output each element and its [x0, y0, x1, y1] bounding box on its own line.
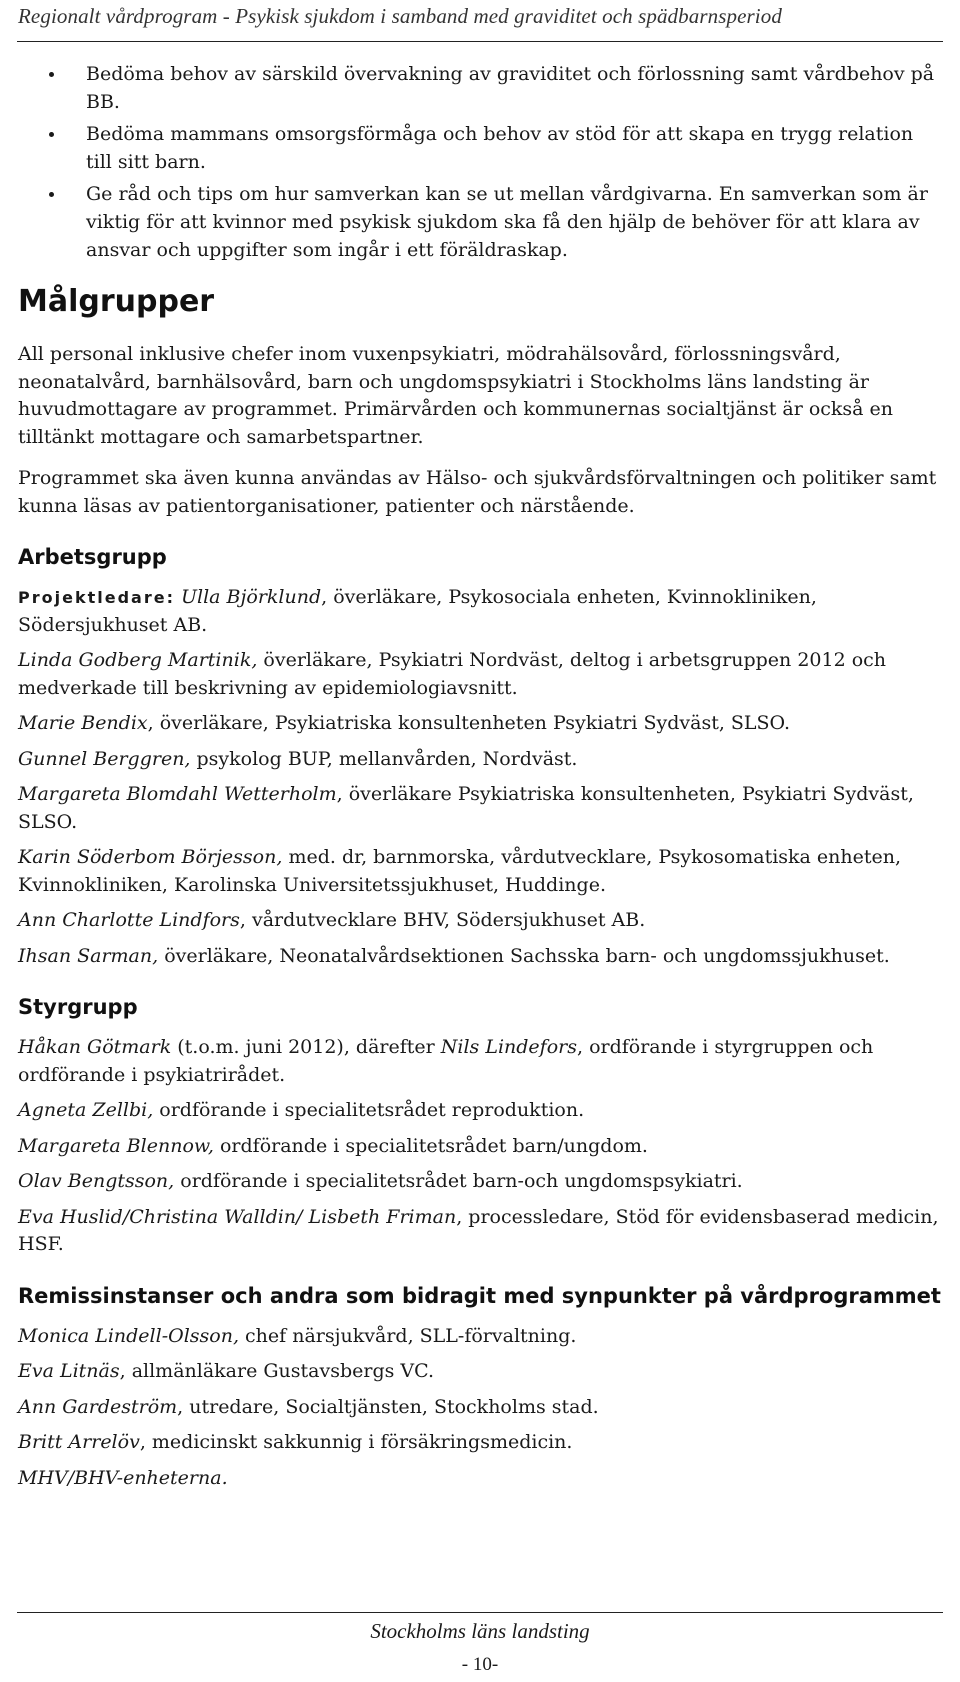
member-name: MHV/BHV-enheterna.: [18, 1466, 228, 1489]
document-body: [18, 60, 944, 1500]
member-name: Margareta Blomdahl Wetterholm: [18, 783, 337, 805]
member-name: Linda Godberg Martinik,: [18, 649, 258, 671]
projektledare-label: Projektledare:: [18, 588, 175, 607]
section-heading-malgrupper: Målgrupper: [18, 284, 215, 319]
member-name: Olav Bengtsson,: [18, 1170, 175, 1192]
member-description: ordförande i specialitetsrådet barn/ungdom.: [213, 1134, 648, 1157]
member-entry: [18, 907, 944, 935]
member-entry: [18, 943, 944, 971]
member-description: psykolog BUP, mellanvården, Nordväst.: [190, 747, 578, 770]
member-description: med. dr, barnmorska, vårdutvecklare, Psykosomatiska enheten, Kvinnokliniken, Karolinska Universitetssjukhuset, Huddinge.: [18, 846, 902, 896]
member-description: , medicinskt sakkunnig i försäkringsmedicin.: [139, 1431, 573, 1453]
member-description: , allmänläkare Gustavsbergs VC.: [119, 1360, 435, 1382]
bullet-text: Ge råd och tips om hur samverkan kan se ut mellan vårdgivarna. En samverkan som är viktig för att kvinnor med psykisk sjukdom ska få den hjälp de behöver för att klara av ansvar och uppgifter som ingår i ett föräldraskap.: [86, 183, 928, 261]
bullet-icon: [49, 132, 54, 137]
member-name: Karin Söderbom Börjesson,: [18, 846, 283, 868]
member-name: Ann Gardeström: [18, 1395, 178, 1418]
member-entry: [18, 1465, 944, 1493]
member-entry: [18, 1168, 944, 1196]
member-name: Ulla Björklund: [181, 586, 322, 608]
member-description: överläkare, Psykiatri Nordväst, deltog i arbetsgruppen 2012 och medverkade till beskrivning av epidemiologiavsnitt.: [18, 649, 887, 699]
member-name: Monica Lindell-Olsson,: [18, 1324, 239, 1347]
member-name: Håkan Götmark: [18, 1036, 172, 1058]
member-name: Gunnel Berggren,: [18, 747, 191, 770]
member-name: Margareta Blennow,: [18, 1134, 214, 1157]
member-entry: [18, 1429, 944, 1457]
section-heading-remissinstanser: Remissinstanser och andra som bidragit med synpunkter på vårdprogrammet: [18, 1283, 941, 1308]
header-divider: [17, 41, 943, 42]
member-entry: [18, 1133, 944, 1161]
page-header: Regionalt vårdprogram - Psykisk sjukdom i samband med graviditet och spädbarnsperiod: [18, 4, 782, 28]
section-heading-styrgrupp: Styrgrupp: [18, 995, 138, 1019]
bullet-text: Bedöma behov av särskild övervakning av graviditet och förlossning samt vårdbehov på BB.: [86, 63, 935, 113]
footer-divider: [17, 1612, 943, 1613]
section-heading-arbetsgrupp: Arbetsgrupp: [18, 545, 167, 569]
member-entry: [18, 746, 944, 774]
member-description: , vårdutvecklare BHV, Södersjukhuset AB.: [239, 909, 646, 931]
member-description: , processledare, Stöd för evidensbaserad medicin, HSF.: [18, 1205, 939, 1255]
member-name: Nils Lindefors: [440, 1036, 577, 1058]
member-name: Agneta Zellbi,: [18, 1099, 154, 1121]
bullet-text: Bedöma mammans omsorgsförmåga och behov av stöd för att skapa en trygg relation till sitt barn.: [86, 123, 914, 173]
member-description: chef närsjukvård, SLL-förvaltning.: [239, 1324, 577, 1347]
member-description: , överläkare Psykiatriska konsultenheten, Psykiatri Sydväst, SLSO.: [18, 783, 914, 833]
member-description: , överläkare, Psykiatriska konsultenheten Psykiatri Sydväst, SLSO.: [147, 712, 791, 734]
member-description: , överläkare, Psykosociala enheten, Kvinnokliniken, Södersjukhuset AB.: [18, 586, 817, 636]
member-name: Ihsan Sarman,: [18, 944, 159, 967]
page-number: - 10-: [461, 1654, 499, 1675]
member-entry: [18, 781, 944, 836]
member-name: Ann Charlotte Lindfors: [18, 909, 240, 931]
member-name: Marie Bendix: [18, 712, 148, 734]
list-item: [18, 60, 944, 116]
member-entry: [18, 844, 944, 899]
member-description: ordförande i specialitetsrådet reproduktion.: [153, 1099, 585, 1121]
member-description: (t.o.m. juni 2012), därefter: [171, 1036, 441, 1058]
bullet-icon: [49, 192, 54, 197]
member-description: , ordförande i styrgruppen och ordförande i psykiatrirådet.: [18, 1036, 874, 1086]
malgrupper-paragraph-2: Programmet ska även kunna användas av Hälso- och sjukvårdsförvaltningen och politiker samt kunna läsas av patientorganisationer, patienter och närstående.: [18, 467, 937, 517]
member-name: Eva Huslid/Christina Walldin/ Lisbeth Friman: [18, 1205, 457, 1228]
bullet-list: [18, 60, 944, 264]
member-description: överläkare, Neonatalvårdsektionen Sachsska barn- och ungdomssjukhuset.: [158, 944, 890, 967]
malgrupper-paragraph-1: All personal inklusive chefer inom vuxenpsykiatri, mödrahälsovård, förlossningsvård, neonatalvård, barnhälsovård, barn och ungdomspsykiatri i Stockholms läns landsting är huvudmottagare av programmet. Primärvården och kommunernas socialtjänst är också en tilltänkt mottagare och samarbetspartner.: [18, 343, 894, 448]
member-entry: [18, 1204, 944, 1259]
bullet-icon: [49, 72, 54, 77]
list-item: [18, 180, 944, 264]
member-name: Eva Litnäs: [18, 1360, 120, 1382]
member-entry: [18, 710, 944, 738]
member-description: , utredare, Socialtjänsten, Stockholms stad.: [177, 1395, 599, 1418]
member-entry: [18, 584, 944, 639]
member-description: ordförande i specialitetsrådet barn-och ungdomspsykiatri.: [174, 1170, 743, 1192]
member-name: Britt Arrelöv: [18, 1431, 140, 1453]
member-entry: [18, 647, 944, 702]
member-entry: [18, 1097, 944, 1125]
member-entry: [18, 1394, 944, 1422]
footer-organization: Stockholms läns landsting: [370, 1619, 590, 1643]
member-entry: [18, 1034, 944, 1089]
list-item: [18, 120, 944, 176]
member-entry: [18, 1358, 944, 1386]
member-entry: [18, 1323, 944, 1351]
